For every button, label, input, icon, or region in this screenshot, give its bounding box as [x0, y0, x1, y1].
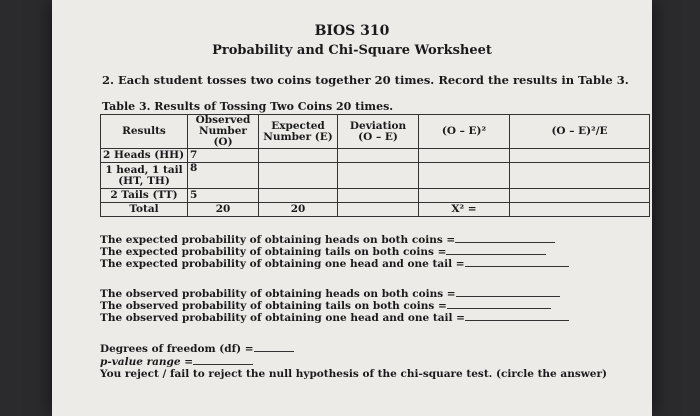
header-expected	[259, 115, 338, 149]
answer-blank[interactable]	[465, 312, 569, 321]
header-expected-line1: Expected	[271, 119, 325, 132]
expected-prob-ht	[100, 258, 569, 270]
total-observed: 20	[188, 203, 259, 217]
expected-prob-tt-text: The expected probability of obtaining tails on both coins =	[100, 246, 447, 258]
table-caption: Table 3. Results of Tossing Two Coins 20 times.	[102, 100, 394, 113]
degrees-of-freedom-text: Degrees of freedom (df) =	[100, 343, 254, 355]
chi-square-cell[interactable]	[510, 203, 650, 217]
observed-prob-ht-text: The observed probability of obtaining one head and one tail =	[100, 312, 465, 324]
answer-blank[interactable]	[447, 300, 551, 309]
observed-prob-tt	[100, 300, 551, 312]
expected-prob-hh	[100, 234, 555, 246]
squared-cell[interactable]	[419, 163, 510, 189]
answer-blank[interactable]	[446, 246, 546, 255]
header-deviation-line1: Deviation	[349, 119, 407, 132]
answer-blank[interactable]	[455, 234, 555, 243]
chi-square-label: X² =	[419, 203, 510, 217]
answer-blank[interactable]	[456, 288, 560, 297]
total-deviation	[338, 203, 419, 217]
header-expected-line2: Number (E)	[263, 130, 333, 143]
row-label-line1: 1 head, 1 tail	[105, 163, 183, 176]
header-deviation-line2: (O – E)	[358, 130, 398, 143]
squared-cell[interactable]	[419, 189, 510, 203]
results-table	[100, 114, 650, 217]
expected-cell[interactable]	[259, 149, 338, 163]
squared-over-e-cell[interactable]	[510, 189, 650, 203]
row-label: 2 Tails (TT)	[101, 189, 188, 203]
header-squared: (O – E)²	[419, 115, 510, 149]
total-expected: 20	[259, 203, 338, 217]
answer-blank[interactable]	[254, 343, 294, 352]
answer-blank[interactable]	[465, 258, 569, 267]
deviation-cell[interactable]	[338, 163, 419, 189]
expected-cell[interactable]	[259, 189, 338, 203]
table-row	[101, 189, 650, 203]
observed-prob-hh	[100, 288, 560, 300]
table-total-row	[101, 203, 650, 217]
degrees-of-freedom	[100, 343, 294, 355]
answer-blank[interactable]	[193, 356, 253, 365]
expected-prob-tt	[100, 246, 546, 258]
header-squared-over-e: (O – E)²/E	[510, 115, 650, 149]
header-deviation	[338, 115, 419, 149]
row-label	[101, 163, 188, 189]
worksheet-title: Probability and Chi-Square Worksheet	[212, 43, 492, 58]
p-value-range	[100, 356, 253, 368]
p-value-range-text: p-value range =	[100, 356, 194, 368]
header-observed	[188, 115, 259, 149]
expected-cell[interactable]	[259, 163, 338, 189]
total-label: Total	[101, 203, 188, 217]
question-text: 2. Each student tosses two coins together 20 times. Record the results in Table 3.	[102, 73, 629, 87]
header-observed-line2: Number (O)	[199, 125, 247, 148]
table-row	[101, 149, 650, 163]
table-row	[101, 163, 650, 189]
squared-over-e-cell[interactable]	[510, 149, 650, 163]
row-label-line2: (HT, TH)	[118, 174, 170, 187]
row-label: 2 Heads (HH)	[101, 149, 188, 163]
header-results: Results	[101, 115, 188, 149]
table-header-row	[101, 115, 650, 149]
deviation-cell[interactable]	[338, 149, 419, 163]
expected-prob-ht-text: The expected probability of obtaining one head and one tail =	[100, 258, 465, 270]
conclusion-text[interactable]: You reject / fail to reject the null hypothesis of the chi-square test. (circle the answer)	[100, 368, 607, 380]
header-observed-line1: Observed	[195, 114, 251, 126]
observed-prob-hh-text: The observed probability of obtaining heads on both coins =	[100, 288, 456, 300]
expected-prob-hh-text: The expected probability of obtaining heads on both coins =	[100, 234, 456, 246]
observed-cell[interactable]: 8	[188, 163, 259, 189]
observed-cell[interactable]: 5	[188, 189, 259, 203]
squared-cell[interactable]	[419, 149, 510, 163]
worksheet-page	[52, 0, 652, 416]
observed-prob-tt-text: The observed probability of obtaining tails on both coins =	[100, 300, 447, 312]
observed-cell[interactable]: 7	[188, 149, 259, 163]
deviation-cell[interactable]	[338, 189, 419, 203]
course-title: BIOS 310	[314, 23, 390, 39]
observed-prob-ht	[100, 312, 569, 324]
squared-over-e-cell[interactable]	[510, 163, 650, 189]
